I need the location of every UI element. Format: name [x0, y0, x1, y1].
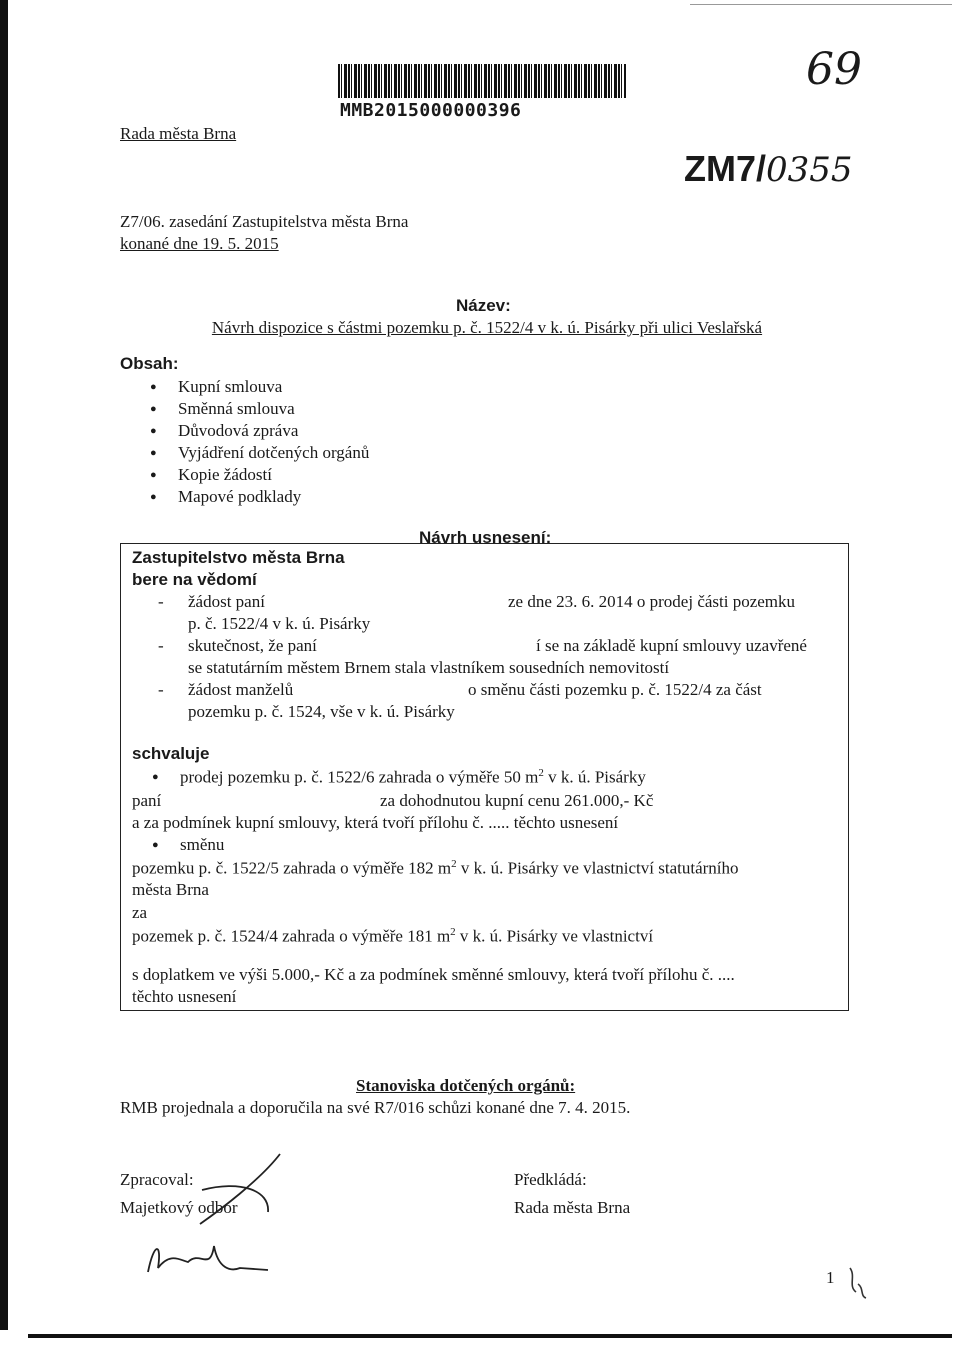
document-id-printed: ZM7/	[684, 148, 767, 189]
handwritten-number: 69	[806, 44, 862, 95]
exchange-line-2	[132, 926, 653, 947]
scan-edge-top	[690, 4, 952, 5]
prepared-label: Zpracoval:	[120, 1170, 194, 1189]
note-dash: -	[158, 636, 164, 655]
document-id-handwritten: 0355	[766, 150, 853, 190]
exchange-1-tail: v k. ú. Pisárky ve vlastnictví statutárního	[456, 858, 739, 878]
exchange-line-1-cont: města Brna	[132, 880, 209, 899]
note-3a: žádost manželů	[188, 680, 294, 699]
scan-edge-bottom	[28, 1334, 952, 1338]
opinions-heading: Stanoviska dotčených orgánů:	[356, 1076, 576, 1095]
exchange-2-tail: v k. ú. Pisárky ve vlastnictví	[455, 926, 654, 946]
scan-edge-left	[0, 0, 8, 1330]
page-number: 1	[826, 1268, 835, 1287]
session-line-2: konané dne 19. 5. 2015	[120, 234, 279, 253]
exchange-for: za	[132, 903, 148, 922]
note-1c: p. č. 1522/4 v k. ú. Pisárky	[188, 614, 371, 633]
note-1b: ze dne 23. 6. 2014 o prodej části pozemku	[508, 592, 796, 611]
exchange-surcharge: s doplatkem ve výši 5.000,- Kč a za podmínek směnné smlouvy, která tvoří přílohu č. ....	[132, 965, 735, 984]
note-3c: pozemku p. č. 1524, vše v k. ú. Pisárky	[188, 702, 455, 721]
title-label: Název:	[456, 296, 511, 315]
contents-item: ● Vyjádření dotčených orgánů	[178, 443, 369, 463]
note-2b: í se na základě kupní smlouvy uzavřené	[536, 636, 807, 655]
sale-bullet	[180, 767, 646, 788]
contents-item: ● Důvodová zpráva	[178, 421, 298, 441]
superscript: 2	[538, 767, 544, 779]
superscript: 2	[450, 926, 456, 938]
note-3b: o směnu části pozemku p. č. 1522/4 za část	[468, 680, 762, 699]
document-title: Návrh dispozice s částmi pozemku p. č. 1522/4 v k. ú. Pisárky při ulici Veslařská	[211, 318, 763, 337]
contents-item: ● Mapové podklady	[178, 487, 301, 507]
exchange-2-text: pozemek p. č. 1524/4 zahrada o výměře 181 m	[132, 926, 451, 946]
resolution-heading: Návrh usnesení:	[419, 528, 552, 547]
note-2a: skutečnost, že paní	[188, 636, 317, 655]
sale-to: paní	[132, 791, 162, 810]
note-dash: -	[158, 592, 164, 611]
sale-text-tail: v k. ú. Pisárky	[543, 767, 646, 787]
approves-label: schvaluje	[132, 744, 210, 763]
council-name: Rada města Brna	[120, 124, 237, 143]
signature	[140, 1232, 280, 1282]
opinions-text: RMB projednala a doporučila na své R7/016 schůzi konané dne 7. 4. 2015.	[120, 1098, 631, 1117]
exchange-1-text: pozemku p. č. 1522/5 zahrada o výměře 182 m	[132, 858, 452, 878]
page-mark	[842, 1262, 872, 1302]
sale-text: prodej pozemku p. č. 1522/6 zahrada o výměře 50 m	[180, 767, 539, 787]
contents-item: ● Směnná smlouva	[178, 399, 295, 419]
contents-item: ● Kupní smlouva	[178, 377, 282, 397]
exchange-surcharge-cont: těchto usnesení	[132, 987, 237, 1006]
superscript: 2	[451, 858, 457, 870]
exchange-bullet: ● směnu	[180, 835, 224, 855]
note-1a: žádost paní	[188, 592, 265, 611]
submitted-by: Rada města Brna	[514, 1198, 631, 1217]
contents-label: Obsah:	[120, 354, 179, 373]
session-line-1: Z7/06. zasedání Zastupitelstva města Brna	[120, 212, 409, 231]
prepared-by: Majetkový odbor	[120, 1198, 238, 1217]
submitted-label: Předkládá:	[514, 1170, 587, 1189]
exchange-line-1	[132, 858, 739, 879]
barcode-graphic	[338, 64, 626, 98]
notes-label: bere na vědomí	[132, 570, 257, 589]
note-2c: se statutárním městem Brnem stala vlastníkem sousedních nemovitostí	[188, 658, 670, 677]
document-id	[684, 148, 853, 190]
sale-terms: a za podmínek kupní smlouvy, která tvoří přílohu č. ..... těchto usnesení	[132, 813, 619, 832]
contents-item: ● Kopie žádostí	[178, 465, 272, 485]
note-dash: -	[158, 680, 164, 699]
barcode-number: MMB2015000000396	[340, 100, 522, 121]
resolution-body-title: Zastupitelstvo města Brna	[132, 548, 345, 567]
sale-price: za dohodnutou kupní cenu 261.000,- Kč	[380, 791, 654, 810]
signature-stroke-upper	[180, 1150, 290, 1228]
